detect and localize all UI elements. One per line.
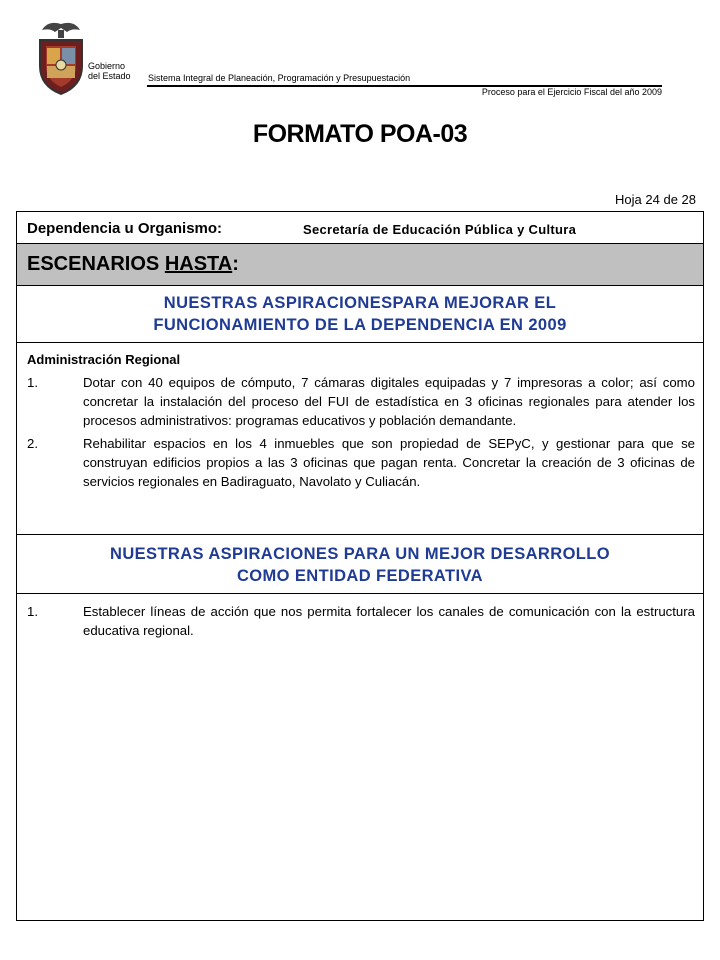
government-label (88, 61, 131, 81)
section2-heading-row (17, 534, 703, 594)
dependency-value: Secretaría de Educación Pública y Cultura (303, 222, 577, 237)
form-frame (16, 211, 704, 921)
scenarios-label (27, 253, 239, 276)
scenarios-prefix: ESCENARIOS (27, 253, 165, 275)
page-title: FORMATO POA-03 (252, 120, 468, 148)
state-seal-logo (34, 18, 88, 96)
gov-line-1: Gobierno (88, 61, 126, 71)
gov-line-2: del Estado (88, 71, 131, 81)
section1-heading-line1: NUESTRAS ASPIRACIONESPARA MEJORAR EL (163, 294, 557, 312)
section1-body (27, 350, 695, 495)
scenarios-underlined: HASTA (164, 253, 233, 275)
list-item-text: Establecer líneas de acción que nos permita fortalecer los canales de comunicación con la estructura educativa regional. (83, 604, 695, 638)
scenarios-suffix: : (232, 253, 239, 275)
section1-heading-line2: FUNCIONAMIENTO DE LA DEPENDENCIA EN 2009 (153, 316, 567, 334)
list-item (27, 373, 695, 430)
list-item-number: 1. (27, 604, 38, 619)
section2-heading-line2: COMO ENTIDAD FEDERATIVA (236, 567, 483, 585)
list-item-number: 2. (27, 436, 38, 451)
list-item (27, 434, 695, 491)
dependency-label: Dependencia u Organismo: (27, 220, 223, 237)
sheet-number: Hoja 24 de 28 (615, 192, 696, 207)
list-item (27, 602, 695, 640)
section2-heading-line1: NUESTRAS ASPIRACIONES PARA UN MEJOR DESARROLLO (110, 545, 610, 563)
list-item-number: 1. (27, 375, 38, 390)
list-item-text: Rehabilitar espacios en los 4 inmuebles que son propiedad de SEPyC, y gestionar para que se construyan edificios propios a las 3 oficinas que pagan renta. Concretar la creación de 3 oficinas de servicios regionales en Badiraguato, Navolato y Culiacán. (83, 436, 695, 489)
process-label: Proceso para el Ejercicio Fiscal del año 2009 (481, 87, 662, 97)
section2-body (27, 602, 695, 644)
system-name: Sistema Integral de Planeación, Programación y Presupuestación (148, 73, 411, 83)
scenarios-row (17, 244, 703, 286)
section1-heading (17, 292, 703, 336)
section1-heading-row (17, 286, 703, 343)
section2-heading (17, 543, 703, 587)
list-item-text: Dotar con 40 equipos de cómputo, 7 cámaras digitales equipadas y 7 impresoras a color; así como concretar la instalación del proceso del FUI de estadística en 3 oficinas regionales para atender los procesos administrativos: programas educativos y población demandante. (83, 375, 695, 428)
dependency-row (17, 212, 703, 244)
section1-subheading: Administración Regional (27, 352, 181, 367)
